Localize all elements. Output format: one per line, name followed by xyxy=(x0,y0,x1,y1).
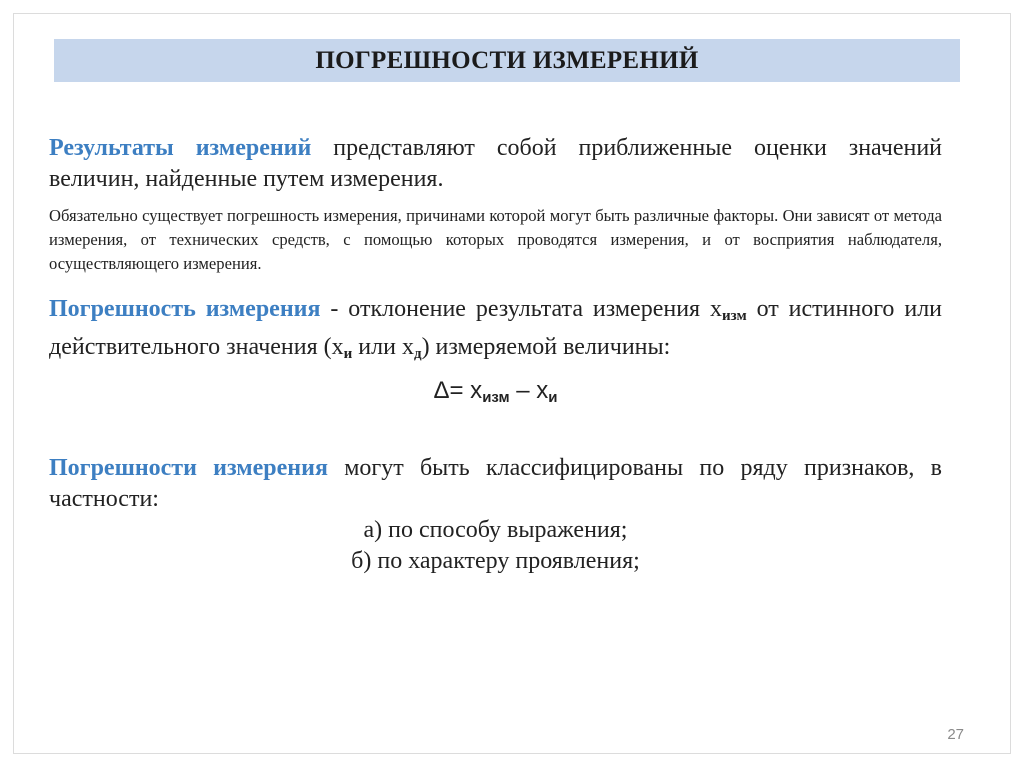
sub-izm: изм xyxy=(722,308,747,324)
paragraph-results xyxy=(49,133,942,195)
sub-d: д xyxy=(413,346,422,362)
term-results: Результаты измерений xyxy=(49,135,312,161)
def-text-c: или x xyxy=(352,334,414,360)
formula-sub-izm: изм xyxy=(482,389,510,406)
list-item: а) по способу выражения; xyxy=(363,517,628,543)
def-text-a: - отклонение результата измерения x xyxy=(320,296,722,322)
term-errors: Погрешности измерения xyxy=(49,455,328,481)
list-item: б) по характеру проявления; xyxy=(351,548,640,574)
title-bar xyxy=(54,39,960,82)
paragraph-classification xyxy=(49,453,942,515)
term-error: Погрешность измерения xyxy=(49,296,321,322)
slide-title: ПОГРЕШНОСТИ ИЗМЕРЕНИЙ xyxy=(315,46,699,74)
paragraph-error-definition xyxy=(49,294,942,370)
error-formula xyxy=(49,376,942,413)
def-text-d: ) измеряемой величины: xyxy=(421,334,671,360)
paragraph-results-text: представляют собой приближенные оценки значений величин, найденные путем измерения. xyxy=(49,135,943,192)
paragraph-error-causes: Обязательно существует погрешность измерения, причинами которой могут быть различные факторы. Они зависят от метода измерения, от технических средств, с помощью которых проводятся измерения, и от восприятия наблюдателя, осуществляющего измерения. xyxy=(49,206,942,273)
def-text-b: от истинного или действительного значения (x xyxy=(49,296,943,360)
slide-content xyxy=(49,133,942,577)
page-number: 27 xyxy=(947,726,964,743)
formula-mid: – x xyxy=(509,377,549,404)
formula-sub-i: и xyxy=(548,389,558,406)
paragraph-classification-text: могут быть классифицированы по ряду признаков, в частности: xyxy=(49,455,942,512)
sub-i: и xyxy=(343,346,353,362)
formula-lhs: Δ= x xyxy=(433,377,483,404)
